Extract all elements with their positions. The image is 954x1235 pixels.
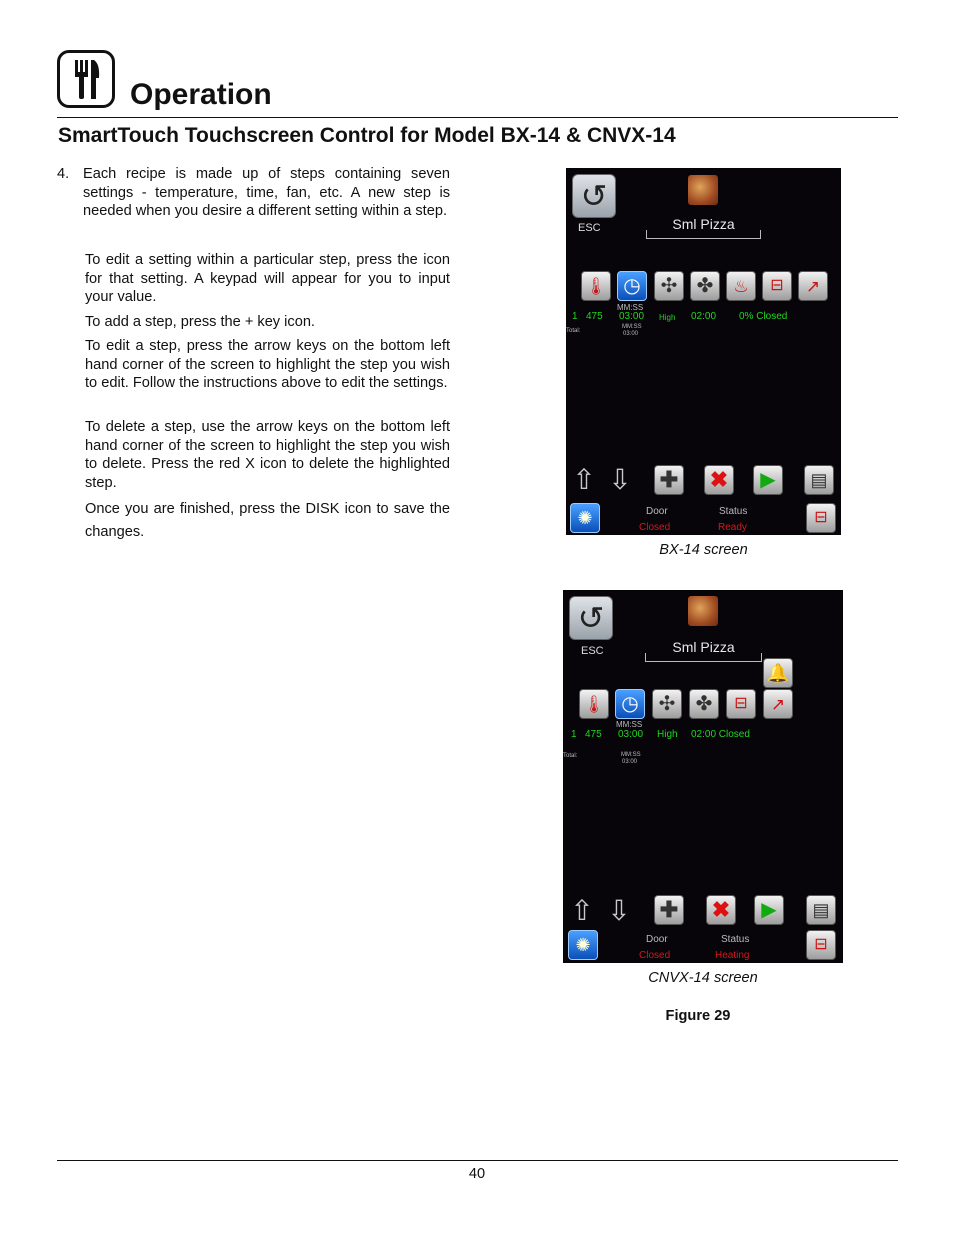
door-value: Closed: [639, 950, 671, 961]
fan-speed-button[interactable]: [689, 689, 719, 719]
step-index: 1: [571, 729, 577, 740]
cnvx14-caption: CNVX-14 screen: [648, 970, 758, 986]
play-icon: ▶: [760, 469, 776, 491]
arrow-down-button[interactable]: [606, 464, 634, 494]
arrow-down-button[interactable]: [605, 895, 633, 925]
vent-icon: ⊟: [814, 936, 828, 953]
status-value: Ready: [718, 522, 747, 533]
door-value: Closed: [639, 522, 671, 533]
light-button[interactable]: [568, 930, 598, 960]
timer2-value: 02:00: [691, 311, 717, 322]
close-icon: ✖: [711, 897, 731, 922]
temperature-button[interactable]: [581, 271, 611, 301]
plus-icon: ✚: [659, 897, 679, 922]
total-time-value: 03:00: [623, 331, 639, 337]
fan-value: High: [659, 313, 676, 322]
cnvx14-screen: [563, 590, 843, 963]
page-number: 40: [468, 1166, 486, 1182]
section-title: SmartTouch Touchscreen Control for Model BX-14 & CNVX-14: [58, 124, 676, 147]
start-button[interactable]: [753, 465, 783, 495]
paragraph-add-step: To add a step, press the + key icon.: [85, 314, 315, 330]
add-step-button[interactable]: [654, 465, 684, 495]
arrow-up-button[interactable]: [568, 895, 596, 925]
total-time-header: MM:SS: [621, 752, 641, 758]
total-label: Total:: [563, 753, 578, 759]
paragraph-save: Once you are finished, press the DISK icon to save the changes.: [85, 501, 450, 540]
arrow-up-icon: ⇧: [570, 894, 594, 926]
temp-value: 475: [586, 311, 603, 322]
esc-button[interactable]: [572, 174, 616, 218]
fan-button[interactable]: [652, 689, 682, 719]
undo-icon: ↺: [580, 178, 608, 214]
start-button[interactable]: [754, 895, 784, 925]
save-button[interactable]: [804, 465, 834, 495]
paragraph-edit-setting: To edit a setting within a particular step, press the icon for that setting. A keypad will appear for you to input your value.: [85, 252, 450, 305]
time-value: 03:00: [619, 311, 645, 322]
vent-icon: ⊟: [734, 695, 748, 712]
disk-icon: ▤: [810, 470, 828, 490]
time-header: MM:SS: [616, 720, 643, 729]
probe-button[interactable]: [798, 271, 828, 301]
bx14-caption: BX-14 screen: [659, 542, 748, 558]
light-button[interactable]: [570, 503, 600, 533]
lightbulb-icon: ✺: [575, 935, 591, 955]
recipe-thumbnail[interactable]: [688, 175, 718, 205]
vent-toggle-button[interactable]: [806, 930, 836, 960]
time-button[interactable]: [615, 689, 645, 719]
thermometer-icon: 🌡: [585, 276, 607, 296]
fan-icon: ✣: [660, 275, 678, 297]
fan-icon: ✣: [658, 693, 676, 715]
footer-rule: [57, 1160, 898, 1161]
page-title: Operation: [130, 78, 272, 111]
time-button[interactable]: [617, 271, 647, 301]
add-step-button[interactable]: [654, 895, 684, 925]
fan-speed-icon: ✤: [695, 693, 713, 715]
esc-label: ESC: [581, 645, 604, 657]
paragraph-edit-step: To edit a step, press the arrow keys on the bottom left hand corner of the screen to highlight the step you wish to edit. Follow the instructions above to edit the settings.: [85, 338, 450, 391]
clock-icon: ◷: [621, 693, 639, 715]
arrow-down-icon: ⇩: [608, 463, 632, 495]
paragraph-delete-step: To delete a step, use the arrow keys on the bottom left hand corner of the screen to highlight the step you wish to delete. Press the red X icon to delete the highlighted step.: [85, 419, 450, 491]
esc-button[interactable]: [569, 596, 613, 640]
door-label: Door: [646, 506, 668, 517]
fan-speed-button[interactable]: [690, 271, 720, 301]
paragraph-recipe-steps: Each recipe is made up of steps containing seven settings - temperature, time, fan, etc. A new step is needed when you desire a different setting within a step.: [83, 166, 450, 219]
steam-icon: ♨: [733, 276, 749, 296]
arrow-down-icon: ⇩: [607, 894, 631, 926]
probe-button[interactable]: [763, 689, 793, 719]
arrow-up-icon: ⇧: [572, 463, 596, 495]
status-label: Status: [721, 934, 750, 945]
step-number: 4.: [57, 166, 70, 182]
total-label: Total:: [566, 328, 581, 334]
close-icon: ✖: [709, 467, 729, 492]
recipe-name-underline: [646, 230, 761, 239]
recipe-name[interactable]: Sml Pizza: [672, 216, 735, 232]
bell-icon: 🔔: [766, 663, 790, 683]
undo-icon: ↺: [577, 600, 605, 636]
total-time-value: 03:00: [622, 759, 638, 765]
clock-icon: ◷: [623, 275, 641, 297]
vent-button[interactable]: [726, 689, 756, 719]
vent-icon: ⊟: [770, 277, 784, 294]
vent-value: 0% Closed: [739, 311, 788, 322]
header-rule: [57, 117, 898, 118]
temp-value: 475: [585, 729, 602, 740]
fork-knife-icon: [57, 50, 115, 108]
alarm-button[interactable]: [763, 658, 793, 688]
delete-step-button[interactable]: [706, 895, 736, 925]
total-time-header: MM:SS: [622, 324, 642, 330]
fan-speed-icon: ✤: [696, 275, 714, 297]
vent-icon: ⊟: [814, 509, 828, 526]
probe-icon: ↗: [770, 694, 786, 714]
lightbulb-icon: ✺: [577, 508, 593, 528]
probe-icon: ↗: [805, 276, 821, 296]
fan-button[interactable]: [654, 271, 684, 301]
recipe-name-underline: [645, 653, 762, 662]
esc-label: ESC: [578, 222, 601, 234]
step-index: 1: [572, 311, 578, 322]
temperature-button[interactable]: [579, 689, 609, 719]
fan-value: High: [657, 729, 678, 740]
save-button[interactable]: [806, 895, 836, 925]
vent-toggle-button[interactable]: [806, 503, 836, 533]
vent-button[interactable]: [762, 271, 792, 301]
figure-label: Figure 29: [665, 1008, 731, 1024]
recipe-thumbnail[interactable]: [688, 596, 718, 626]
time-header: MM:SS: [617, 303, 644, 312]
thermometer-icon: 🌡: [583, 694, 605, 714]
disk-icon: ▤: [812, 900, 830, 920]
status-label: Status: [719, 506, 748, 517]
plus-icon: ✚: [659, 467, 679, 492]
arrow-up-button[interactable]: [570, 464, 598, 494]
time-value: 03:00: [618, 729, 644, 740]
bx14-screen: [566, 168, 841, 535]
status-value: Heating: [715, 950, 750, 961]
recipe-name[interactable]: Sml Pizza: [672, 639, 735, 655]
delete-step-button[interactable]: [704, 465, 734, 495]
door-label: Door: [646, 934, 668, 945]
timer2-value: 02:00 Closed: [691, 729, 750, 740]
play-icon: ▶: [761, 899, 777, 921]
steam-button[interactable]: [726, 271, 756, 301]
